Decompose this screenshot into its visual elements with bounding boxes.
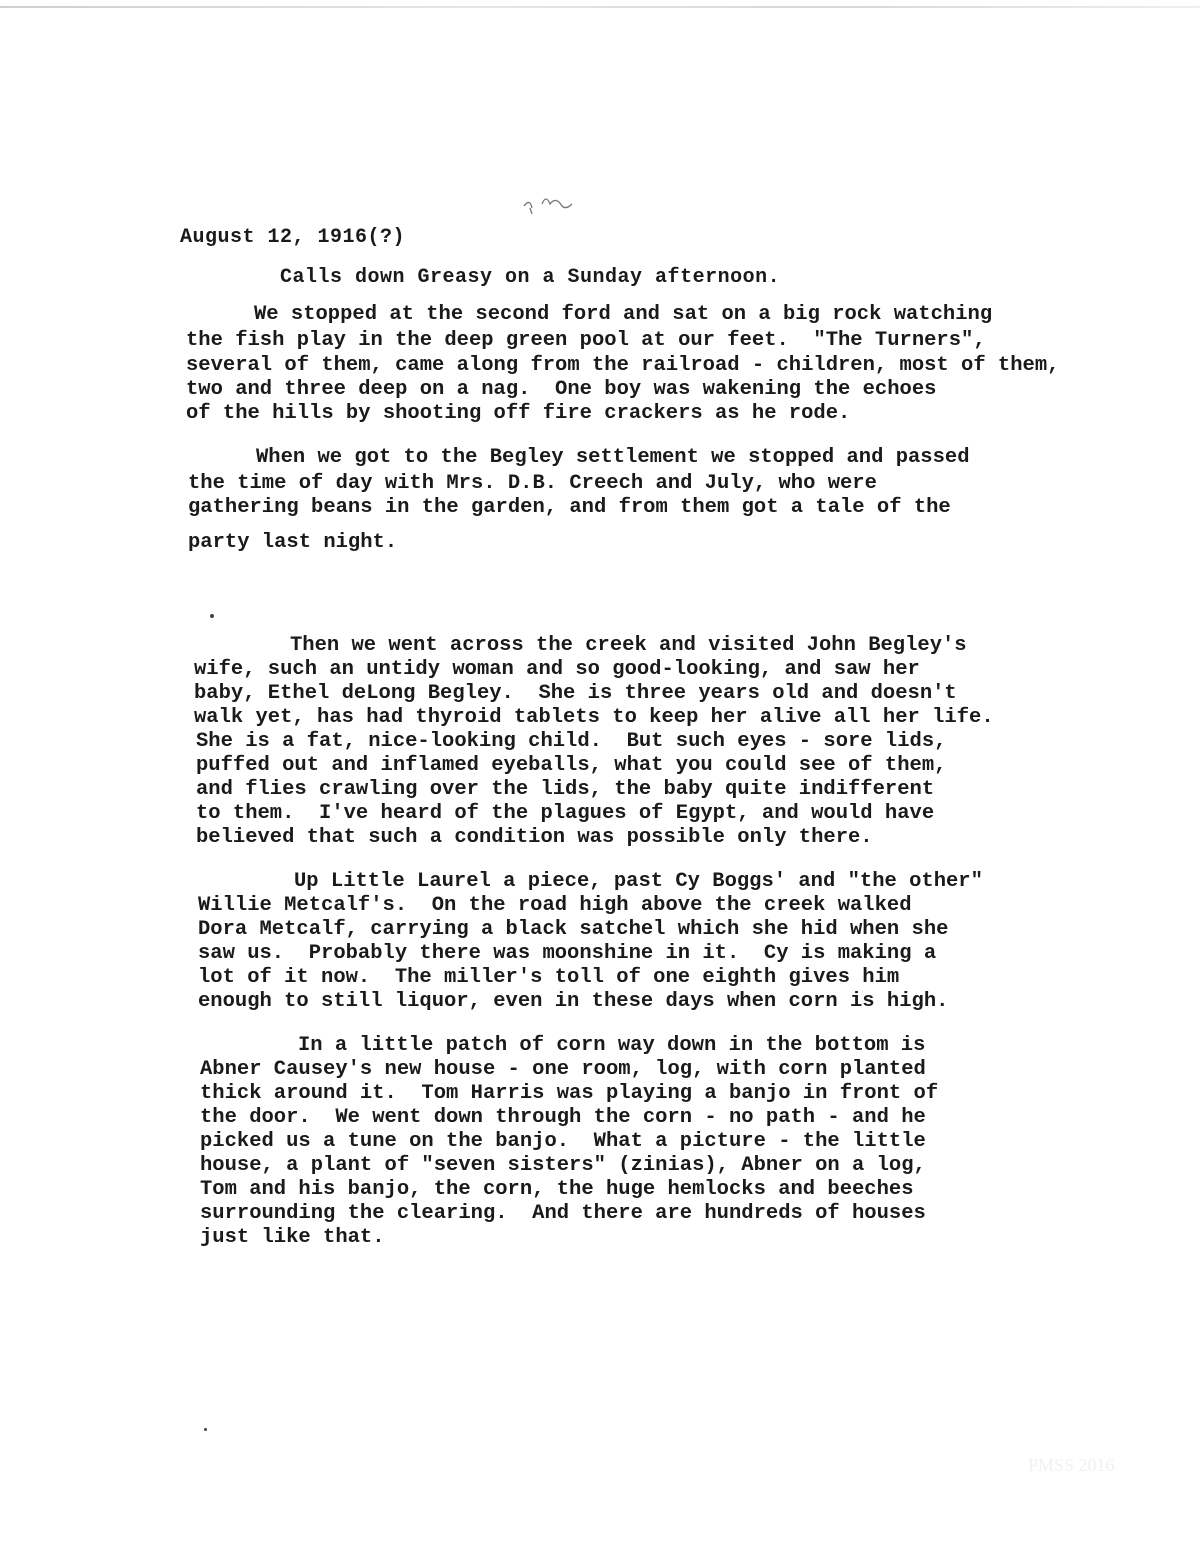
- paragraph-line: saw us. Probably there was moonshine in it. Cy is making a: [198, 942, 937, 965]
- paragraph-line: picked us a tune on the banjo. What a picture - the little: [200, 1130, 926, 1153]
- paragraph-line: just like that.: [200, 1226, 385, 1249]
- paragraph-line: the fish play in the deep green pool at our feet. "The Turners",: [186, 329, 986, 352]
- paragraph-line: enough to still liquor, even in these days when corn is high.: [198, 990, 949, 1013]
- paragraph-line: to them. I've heard of the plagues of Egypt, and would have: [196, 802, 935, 825]
- scan-top-edge: [0, 6, 1200, 8]
- paragraph-line: of the hills by shooting off fire crackers as he rode.: [186, 402, 851, 425]
- paragraph-line: several of them, came along from the railroad - children, most of them,: [186, 354, 1060, 377]
- paragraph-line: In a little patch of corn way down in the bottom is: [298, 1034, 926, 1057]
- paragraph-line: two and three deep on a nag. One boy was wakening the echoes: [186, 378, 937, 401]
- paragraph-line: believed that such a condition was possible only there.: [196, 826, 873, 849]
- paragraph-line: Up Little Laurel a piece, past Cy Boggs' and "the other": [294, 870, 983, 893]
- paragraph-line: Tom and his banjo, the corn, the huge hemlocks and beeches: [200, 1178, 914, 1201]
- paragraph-line: thick around it. Tom Harris was playing a banjo in front of: [200, 1082, 939, 1105]
- paragraph-line: the door. We went down through the corn - no path - and he: [200, 1106, 926, 1129]
- paragraph-line: wife, such an untidy woman and so good-looking, and saw her: [194, 658, 920, 681]
- document-subtitle: Calls down Greasy on a Sunday afternoon.: [280, 266, 781, 289]
- paragraph-line: puffed out and inflamed eyeballs, what you could see of them,: [196, 754, 947, 777]
- paragraph-line: Dora Metcalf, carrying a black satchel which she hid when she: [198, 918, 949, 941]
- paragraph-line: walk yet, has had thyroid tablets to keep her alive all her life.: [194, 706, 994, 729]
- paragraph-line: Then we went across the creek and visited John Begley's: [290, 634, 967, 657]
- handwritten-mark: [520, 188, 590, 216]
- paragraph-line: Abner Causey's new house - one room, log, with corn planted: [200, 1058, 926, 1081]
- paragraph-line: We stopped at the second ford and sat on a big rock watching: [254, 303, 993, 326]
- paragraph-line: house, a plant of "seven sisters" (zinias), Abner on a log,: [200, 1154, 926, 1177]
- paragraph-line: Willie Metcalf's. On the road high above the creek walked: [198, 894, 912, 917]
- paragraph-line: baby, Ethel deLong Begley. She is three years old and doesn't: [194, 682, 957, 705]
- paragraph-line: lot of it now. The miller's toll of one eighth gives him: [198, 966, 900, 989]
- paragraph-line: the time of day with Mrs. D.B. Creech and July, who were: [188, 472, 877, 495]
- stray-mark: [204, 1428, 207, 1431]
- paragraph-line: surrounding the clearing. And there are hundreds of houses: [200, 1202, 926, 1225]
- document-date: August 12, 1916(?): [180, 226, 406, 249]
- stray-mark: [210, 614, 214, 618]
- paragraph-line: and flies crawling over the lids, the baby quite indifferent: [196, 778, 935, 801]
- paragraph-line: gathering beans in the garden, and from them got a tale of the: [188, 496, 951, 519]
- paragraph-line: When we got to the Begley settlement we stopped and passed: [256, 446, 970, 469]
- paragraph-line: party last night.: [188, 531, 398, 554]
- paragraph-line: She is a fat, nice-looking child. But such eyes - sore lids,: [196, 730, 947, 753]
- archive-watermark: PMSS 2016: [1028, 1455, 1115, 1475]
